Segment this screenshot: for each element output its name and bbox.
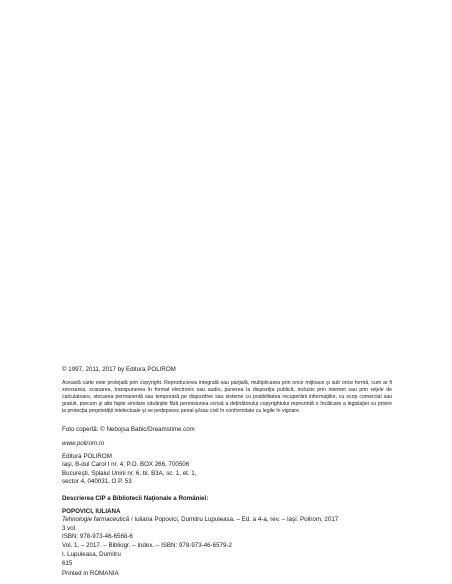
publisher-address-line: Bucureşti, Splaiul Unirii nr. 6, bl. B3A, sc. 1, et. 1,	[62, 469, 197, 477]
publisher-info	[62, 453, 392, 487]
cip-title-rest: / Iuliana Popovici, Dumitru Lupuleasa. – Ed. a 4-a, rev. – Iaşi: Polirom, 2017	[129, 516, 339, 524]
copyright-line: © 1997, 2011, 2017 by Editura POLIROM	[62, 366, 176, 373]
cip-detail: ISBN: 978-973-46-6568-6	[62, 533, 133, 541]
cip-contributor: I. Lupuleasa, Dumitru	[62, 551, 121, 559]
cip-title-line	[62, 516, 392, 524]
cover-photo-credit: Foto copertă: © Nebojsa Babic/Dreamstime.com	[62, 426, 195, 433]
cip-title: Tehnologie farmaceutică	[62, 516, 130, 524]
publisher-name: Editura POLIROM	[62, 453, 112, 460]
cip-heading: Descrierea CIP a Bibliotecii Naţionale a României:	[62, 495, 209, 502]
cip-record	[62, 508, 392, 578]
rights-notice: Această carte este protejată prin copyright. Reproducerea integrală sau parţială, multiplicarea prin orice mijloace şi sub orice formă, cum ar fi xeroxarea, scanarea, transpunerea în format electronic sau audio, punerea la dispoziţia publică, inclusiv prin internet sau prin reţele de calculatoare, stocarea permanentă sau temporară pe dispozitive sau sisteme cu posibilitatea recuperării informaţiilor, cu scop comercial sau gratuit, precum şi alte fapte similare săvârşite fără permisiunea scrisă a deţinătorului copyrightului reprezintă o încălcare a legislaţiei cu privire la protecţia proprietăţii intelectuale şi se pedepsesc penal şi/sau civil în conformitate cu legile în vigoare.	[62, 380, 392, 414]
publisher-address-line: Iaşi, B-dul Carol I nr. 4; P.O. BOX 266, 700506	[62, 461, 190, 469]
cip-detail: 3 vol.	[62, 524, 77, 532]
cip-detail: Vol. 1. – 2017. – Bibliogr. – Index. – ISBN: 978-973-46-6579-2	[62, 541, 232, 549]
printed-in: Printed in ROMANIA	[62, 569, 119, 577]
publisher-address-line: sector 4, 040031, O.P. 53	[62, 478, 132, 486]
cip-author: POPOVICI, IULIANA	[62, 508, 121, 515]
publisher-website: www.polirom.ro	[62, 440, 105, 447]
cip-classification: 615	[62, 560, 73, 568]
